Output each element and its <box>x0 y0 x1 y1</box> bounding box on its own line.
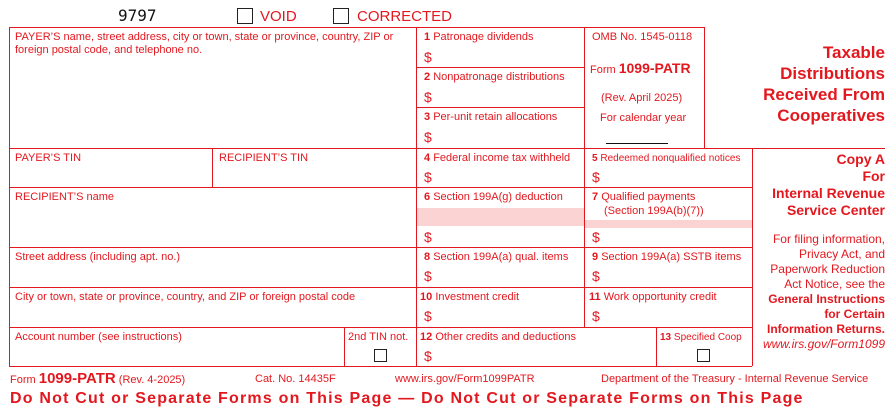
do-not-cut-banner: Do Not Cut or Separate Forms on This Page — Do Not Cut or Separate Forms on This Page <box>10 390 804 407</box>
copy-a-line3: Internal Revenue <box>772 185 885 201</box>
box8-label <box>424 251 568 264</box>
box2-text: Nonpatronage distributions <box>433 71 565 83</box>
box12-label <box>420 331 576 344</box>
box5-number: 5 <box>592 153 598 164</box>
box10-text: Investment credit <box>435 291 520 303</box>
box12-text: Other credits and deductions <box>435 331 576 343</box>
void-label: VOID <box>260 8 297 25</box>
copy-a-panel <box>755 151 885 219</box>
form-title <box>710 42 885 126</box>
second-tin-label: 2nd TIN not. <box>348 331 409 343</box>
calendar-year-field[interactable] <box>606 143 668 144</box>
omb-rev: (Rev. April 2025) <box>601 92 683 104</box>
notice-line2: Privacy Act, and <box>798 247 885 261</box>
box9-text: Section 199A(a) SSTB items <box>601 251 742 263</box>
box6-text: Section 199A(g) deduction <box>433 191 563 203</box>
box7-text2: (Section 199A(b)(7)) <box>604 205 704 217</box>
recipient-name-label: RECIPIENT’S name <box>15 191 115 203</box>
box9-label <box>592 251 741 264</box>
payer-block-label: PAYER’S name, street address, city or town, state or province, country, ZIP or foreign postal code, and telephone no. <box>15 31 394 56</box>
box10-label <box>420 291 519 304</box>
box11-text: Work opportunity credit <box>603 291 717 303</box>
box8-text: Section 199A(a) qual. items <box>433 251 569 263</box>
box7-number: 7 <box>592 191 599 203</box>
box4-text: Federal income tax withheld <box>433 152 571 164</box>
box3-label <box>424 111 557 124</box>
notice-line5: General Instructions <box>768 292 885 306</box>
box7-label <box>592 191 695 204</box>
box7-shade <box>585 220 752 228</box>
notice-line6: for Certain <box>824 307 885 321</box>
box5-dollar[interactable]: $ <box>592 169 600 185</box>
box1-text: Patronage dividends <box>433 31 534 43</box>
payer-tin-label: PAYER’S TIN <box>15 152 82 164</box>
box3-text: Per-unit retain allocations <box>433 111 558 123</box>
box6-shade <box>417 208 584 226</box>
recipient-tin-label: RECIPIENT’S TIN <box>219 152 309 164</box>
box5-label <box>592 152 740 165</box>
notice-line7: Information Returns. <box>766 322 885 336</box>
footer-form-prefix: Form <box>10 374 36 386</box>
copy-a-notice <box>750 232 885 352</box>
box2-number: 2 <box>424 71 431 83</box>
notice-line4: Act Notice, see the <box>784 277 885 291</box>
box13-text: Specified Coop <box>673 332 742 343</box>
box10-dollar[interactable]: $ <box>424 308 432 324</box>
box8-dollar[interactable]: $ <box>424 268 432 284</box>
box5-text: Redeemed nonqualified notices <box>600 153 741 164</box>
box4-dollar[interactable]: $ <box>424 169 432 185</box>
copy-a-line4: Service Center <box>786 202 885 218</box>
form-code: 9797 <box>118 6 157 25</box>
box6-number: 6 <box>424 191 431 203</box>
title-line2: Distributions <box>780 64 885 83</box>
footer-form-name: 1099-PATR <box>38 370 116 387</box>
corrected-label: CORRECTED <box>357 8 453 25</box>
box11-number: 11 <box>589 291 601 303</box>
footer-rev: (Rev. 4-2025) <box>118 374 186 386</box>
omb-number: OMB No. 1545-0118 <box>592 31 693 43</box>
box4-number: 4 <box>424 152 431 164</box>
box7-dollar[interactable]: $ <box>592 229 600 245</box>
box3-number: 3 <box>424 111 431 123</box>
box6-dollar[interactable]: $ <box>424 229 432 245</box>
account-number-label: Account number (see instructions) <box>15 331 182 343</box>
box1-label <box>424 31 533 44</box>
footer-dept: Department of the Treasury - Internal Revenue Service <box>601 373 869 385</box>
box8-number: 8 <box>424 251 431 263</box>
corrected-checkbox[interactable] <box>333 8 349 24</box>
box1-number: 1 <box>424 31 431 43</box>
footer-cat: Cat. No. 14435F <box>255 373 336 385</box>
box13-label <box>660 331 742 344</box>
void-checkbox[interactable] <box>237 8 253 24</box>
box9-number: 9 <box>592 251 599 263</box>
specified-coop-checkbox[interactable] <box>697 349 710 362</box>
title-line4: Cooperatives <box>777 106 885 125</box>
box2-dollar[interactable]: $ <box>424 89 432 105</box>
box3-dollar[interactable]: $ <box>424 129 432 145</box>
box4-label <box>424 152 570 165</box>
box6-label <box>424 191 563 204</box>
footer-url[interactable]: www.irs.gov/Form1099PATR <box>395 373 535 385</box>
box11-dollar[interactable]: $ <box>592 308 600 324</box>
footer-form-line <box>10 372 185 387</box>
box11-label <box>589 291 717 304</box>
notice-line1: For filing information, <box>772 232 885 246</box>
street-address-label: Street address (including apt. no.) <box>15 251 181 263</box>
box12-number: 12 <box>420 331 433 343</box>
city-label: City or town, state or province, country, and ZIP or foreign postal code <box>15 291 356 303</box>
box7-text: Qualified payments <box>601 191 696 203</box>
box9-dollar[interactable]: $ <box>592 268 600 284</box>
box13-number: 13 <box>660 332 672 343</box>
second-tin-checkbox[interactable] <box>374 349 387 362</box>
copy-a-line2: For <box>862 168 885 184</box>
omb-form-name: 1099-PATR <box>618 60 691 76</box>
omb-form-line <box>590 62 691 77</box>
notice-url[interactable]: www.irs.gov/Form1099 <box>762 337 885 351</box>
box12-dollar[interactable]: $ <box>424 348 432 364</box>
box2-label <box>424 71 565 84</box>
box1-dollar[interactable]: $ <box>424 49 432 65</box>
title-line1: Taxable <box>822 43 885 62</box>
title-line3: Received From <box>763 85 885 104</box>
notice-line3: Paperwork Reduction <box>770 262 885 276</box>
omb-form-prefix: Form <box>590 64 616 76</box>
omb-calendar-year: For calendar year <box>600 112 687 124</box>
box10-number: 10 <box>420 291 433 303</box>
copy-a-line1: Copy A <box>836 151 885 167</box>
